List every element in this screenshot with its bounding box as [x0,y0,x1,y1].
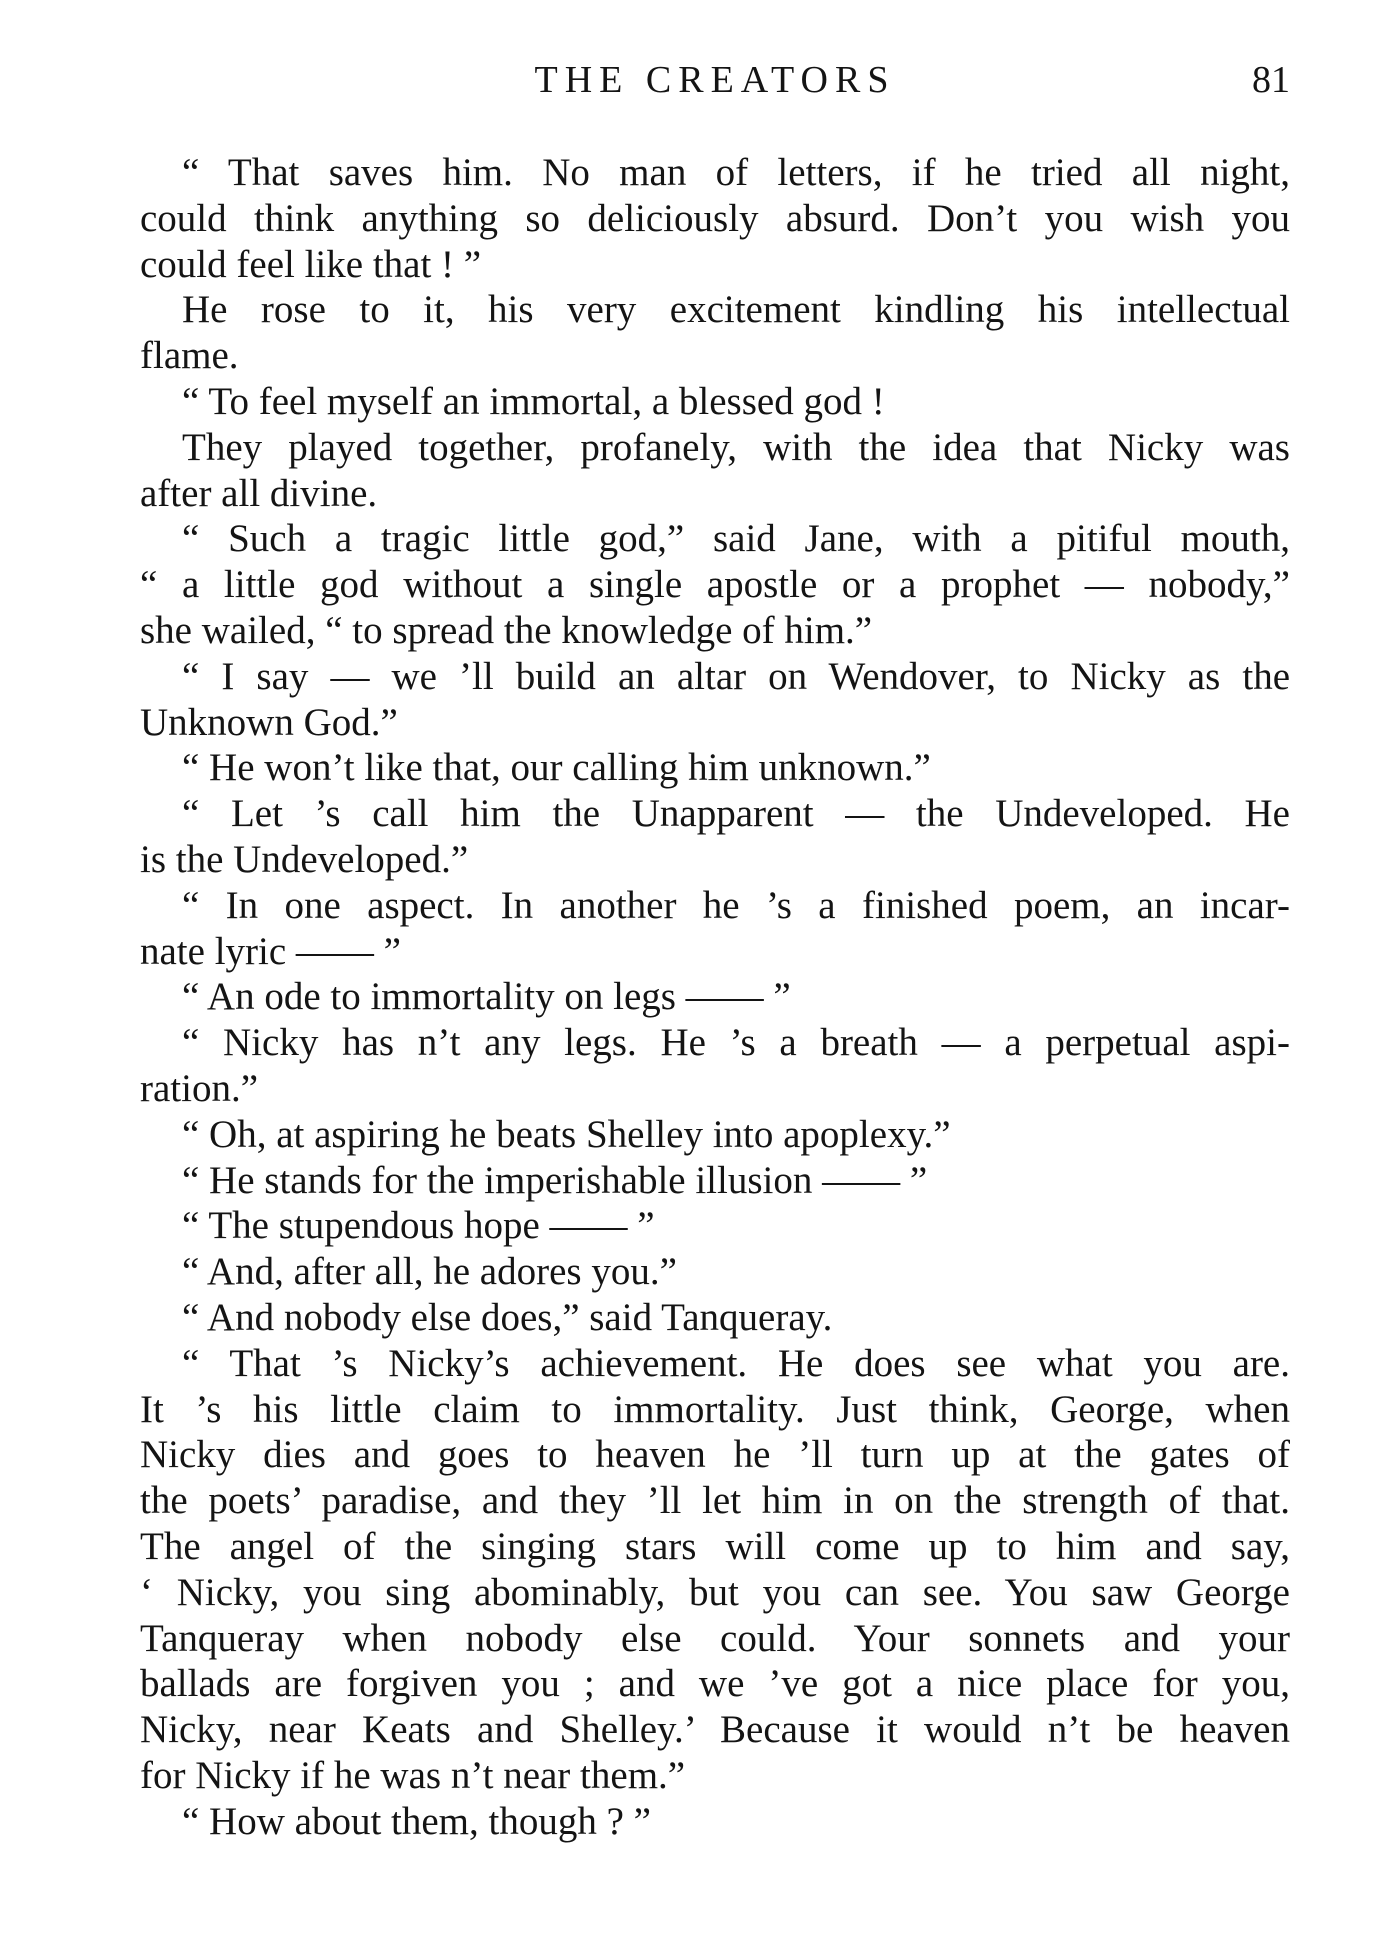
text-line: “ I say — we ’ll build an altar on Wendover, to Nicky as the [182,654,1290,698]
text-line: “ He won’t like that, our calling him unknown.” [182,746,931,790]
text-line: ‘ Nicky, you sing abominably, but you can see. You saw George [140,1570,1290,1614]
text-line: after all divine. [140,471,378,515]
text-line: “ The stupendous hope —— ” [182,1204,655,1248]
text-line: nate lyric —— ” [140,929,401,973]
text-line: “ Let ’s call him the Unapparent — the Undeveloped. He [182,792,1290,836]
text-line: she wailed, “ to spread the knowledge of him.” [140,608,873,652]
text-line: Nicky, near Keats and Shelley.’ Because it would n’t be heaven [140,1708,1290,1752]
running-title: THE CREATORS [534,59,896,101]
text-line: “ In one aspect. In another he ’s a finished poem, an incar- [182,883,1290,927]
text-line: “ a little god without a single apostle or a prophet — nobody,” [140,563,1290,607]
text-line: “ To feel myself an immortal, a blessed god ! [182,379,885,423]
text-line: “ Nicky has n’t any legs. He ’s a breath — a perpetual aspi- [182,1021,1290,1065]
text-line: is the Undeveloped.” [140,837,469,881]
text-line: The angel of the singing stars will come up to him and say, [140,1524,1290,1568]
text-line: could feel like that ! ” [140,242,482,286]
text-line: “ How about them, though ? ” [182,1799,651,1843]
page-header [140,58,1290,118]
text-line: Unknown God.” [140,700,398,744]
text-line: “ That saves him. No man of letters, if he tried all night, [182,151,1290,194]
text-line: It ’s his little claim to immortality. Just think, George, when [140,1387,1290,1431]
text-line: Nicky dies and goes to heaven he ’ll turn up at the gates of [140,1433,1290,1477]
text-line: He rose to it, his very excitement kindling his intellectual [182,288,1290,332]
text-line: ballads are forgiven you ; and we ’ve got a nice place for you, [140,1662,1290,1706]
text-line: for Nicky if he was n’t near them.” [140,1753,686,1797]
text-line: Tanqueray when nobody else could. Your sonnets and your [140,1616,1290,1660]
text-line: They played together, profanely, with the idea that Nicky was [182,425,1290,469]
text-line: ration.” [140,1066,259,1110]
text-line: flame. [140,334,239,378]
text-line: “ He stands for the imperishable illusion —— ” [182,1158,928,1202]
page-number: 81 [1252,59,1290,101]
body-text [140,150,1290,1844]
text-line: “ Oh, at aspiring he beats Shelley into apoplexy.” [182,1112,951,1156]
text-line: “ And, after all, he adores you.” [182,1250,677,1294]
text-line: “ An ode to immortality on legs —— ” [182,975,791,1019]
text-line: “ And nobody else does,” said Tanqueray. [182,1295,833,1339]
text-line: “ Such a tragic little god,” said Jane, with a pitiful mouth, [182,517,1290,561]
text-line: could think anything so deliciously absurd. Don’t you wish you [140,196,1290,240]
text-line: the poets’ paradise, and they ’ll let him in on the strength of that. [140,1479,1290,1523]
text-line: “ That ’s Nicky’s achievement. He does see what you are. [182,1341,1290,1385]
